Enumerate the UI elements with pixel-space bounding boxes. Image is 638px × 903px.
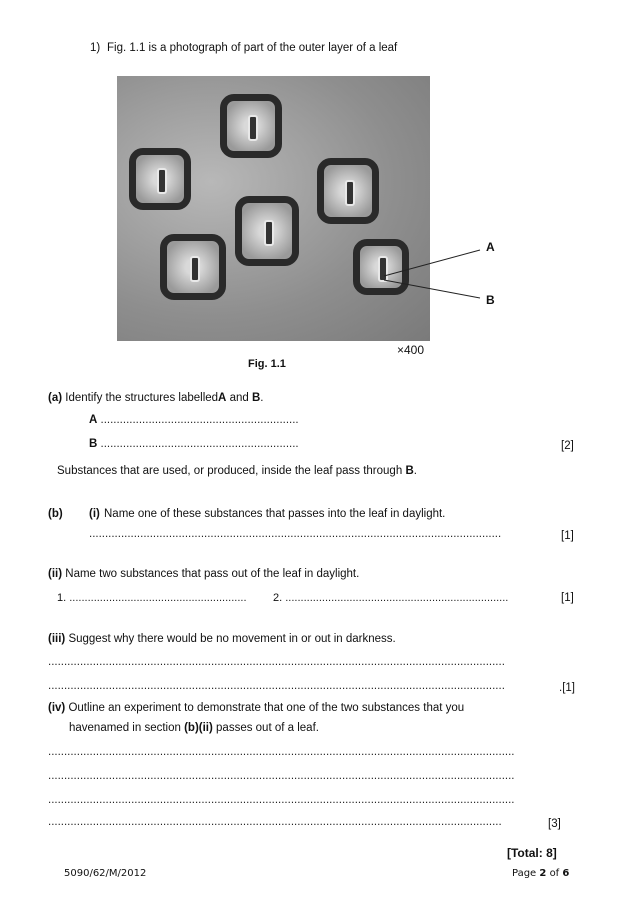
part-a-question: (a) Identify the structures labelledA and B.: [48, 392, 264, 404]
answer-line-a[interactable]: A ..............................................................: [89, 414, 299, 426]
figure-label-b: B: [486, 293, 495, 307]
part-b-i-question: Name one of these substances that passes into the leaf in daylight.: [104, 508, 446, 520]
answer-line-b-iii-1[interactable]: ...............................................................................................................................................: [48, 656, 505, 668]
marks-a: [2]: [561, 440, 574, 452]
figure-label-a: A: [486, 240, 495, 254]
part-b-i-label: (i): [89, 508, 100, 520]
question-intro: Fig. 1.1 is a photograph of part of the outer layer of a leaf: [107, 42, 398, 54]
answer-line-b-iv-3[interactable]: ..................................................................................................................................................: [48, 794, 515, 806]
page-number: Page 2 of 6: [512, 868, 570, 879]
answer-line-b-iv-1[interactable]: ..................................................................................................................................................: [48, 746, 515, 758]
answer-line-b[interactable]: B ..............................................................: [89, 438, 299, 450]
part-b-iv-question: (iv) Outline an experiment to demonstrate that one of the two substances that you: [48, 702, 465, 714]
figure-magnification: ×400: [397, 343, 425, 357]
part-b-ii-question: (ii) Name two substances that pass out of the leaf in daylight.: [48, 568, 360, 580]
part-b-iii-question: (iii) Suggest why there would be no movement in or out in darkness.: [48, 633, 396, 645]
total-marks: [Total: 8]: [507, 846, 557, 860]
marks-b-iv: [3]: [548, 818, 561, 830]
question-number: 1): [90, 42, 101, 54]
answer-line-b-ii-2[interactable]: 2. .........................................................................: [273, 592, 509, 604]
answer-line-b-iv-2[interactable]: ..................................................................................................................................................: [48, 770, 515, 782]
marks-b-ii: [1]: [561, 592, 574, 604]
paper-code: 5090/62/M/2012: [64, 868, 147, 879]
answer-line-b-iii-2[interactable]: ...............................................................................................................................................: [48, 680, 505, 692]
part-b-label: (b): [48, 508, 63, 520]
answer-line-b-ii-1[interactable]: 1. ..........................................................: [57, 592, 247, 604]
stem-text: Substances that are used, or produced, inside the leaf pass through B.: [57, 465, 417, 477]
part-b-iv-question-line2: havenamed in section (b)(ii) passes out of a leaf.: [69, 722, 319, 734]
marks-b-i: [1]: [561, 530, 574, 542]
figure-caption: Fig. 1.1: [248, 358, 286, 370]
answer-line-b-i[interactable]: .................................................................................................................................: [89, 528, 502, 540]
answer-line-b-iv-4[interactable]: ..............................................................................................................................................: [48, 816, 502, 828]
marks-b-iii: .[1]: [559, 682, 575, 694]
